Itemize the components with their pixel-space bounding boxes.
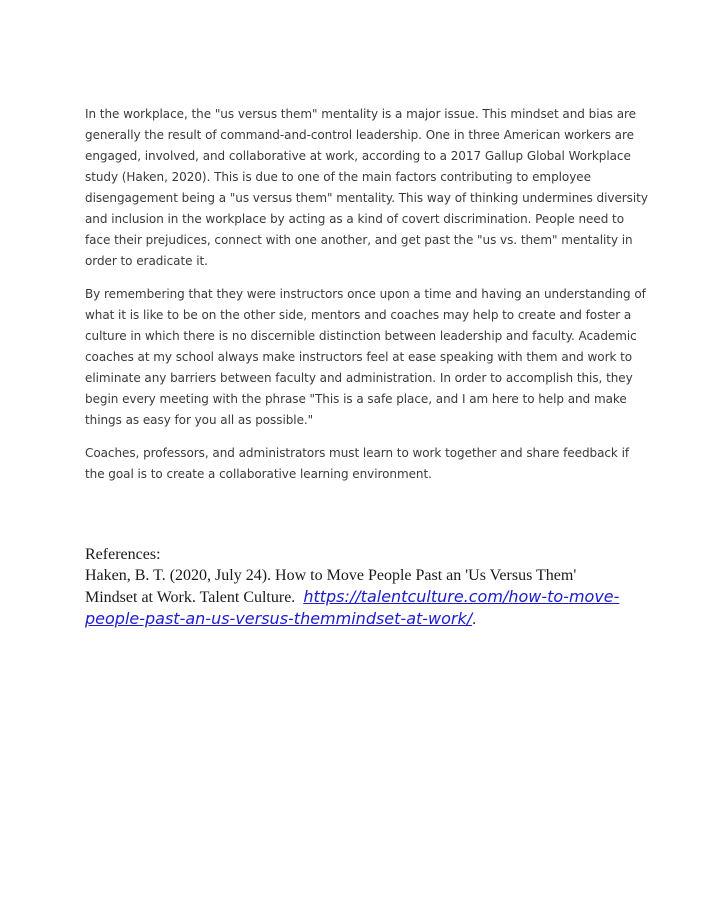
- references-heading: References:: [85, 546, 161, 563]
- references-section: [85, 544, 645, 630]
- text-line: eliminate any barriers between faculty and administration. In order to accomplish this, they: [85, 371, 633, 385]
- text-line: what it is like to be on the other side, mentors and coaches may help to create and foster a: [85, 308, 632, 322]
- text-line: and inclusion in the workplace by acting as a kind of covert discrimination. People need to: [85, 212, 624, 226]
- citation-line: [85, 586, 645, 608]
- text-line: By remembering that they were instructors once upon a time and having an understanding of: [85, 287, 646, 301]
- text-line: In the workplace, the "us versus them" mentality is a major issue. This mindset and bias are: [85, 107, 636, 121]
- text-line: generally the result of command-and-control leadership. One in three American workers are: [85, 128, 634, 142]
- citation-trailing-period: .: [472, 611, 477, 628]
- text-line: engaged, involved, and collaborative at work, according to a 2017 Gallup Global Workplace: [85, 149, 631, 163]
- text-line: the goal is to create a collaborative learning environment.: [85, 467, 432, 481]
- text-line: face their prejudices, connect with one another, and get past the "us vs. them" mentality in: [85, 233, 633, 247]
- text-line: disengagement being a "us versus them" mentality. This way of thinking undermines diversity: [85, 191, 648, 205]
- citation-line: Haken, B. T. (2020, July 24). How to Move People Past an 'Us Versus Them': [85, 567, 577, 584]
- citation-source-text: Mindset at Work. Talent Culture.: [85, 589, 296, 606]
- text-line: things as easy for you all as possible.": [85, 413, 314, 427]
- text-line: begin every meeting with the phrase "This is a safe place, and I am here to help and make: [85, 392, 627, 406]
- text-line: study (Haken, 2020). This is due to one of the main factors contributing to employee: [85, 170, 591, 184]
- text-line: coaches at my school always make instructors feel at ease speaking with them and work to: [85, 350, 633, 364]
- text-line: Coaches, professors, and administrators must learn to work together and share feedback if: [85, 446, 630, 460]
- text-line: culture in which there is no discernible distinction between leadership and faculty. Academic: [85, 329, 637, 343]
- paragraph-us-versus-them: [85, 104, 648, 272]
- text-line: order to eradicate it.: [85, 254, 208, 268]
- reference-link[interactable]: https://talentculture.com/how-to-move-: [303, 587, 620, 606]
- paragraph-collaboration: [85, 443, 635, 485]
- document-body: [85, 104, 648, 497]
- citation-line: [85, 608, 645, 630]
- reference-link-continued[interactable]: people-past-an-us-versus-themmindset-at-work/: [85, 609, 473, 628]
- paragraph-mentors-coaches: [85, 284, 646, 431]
